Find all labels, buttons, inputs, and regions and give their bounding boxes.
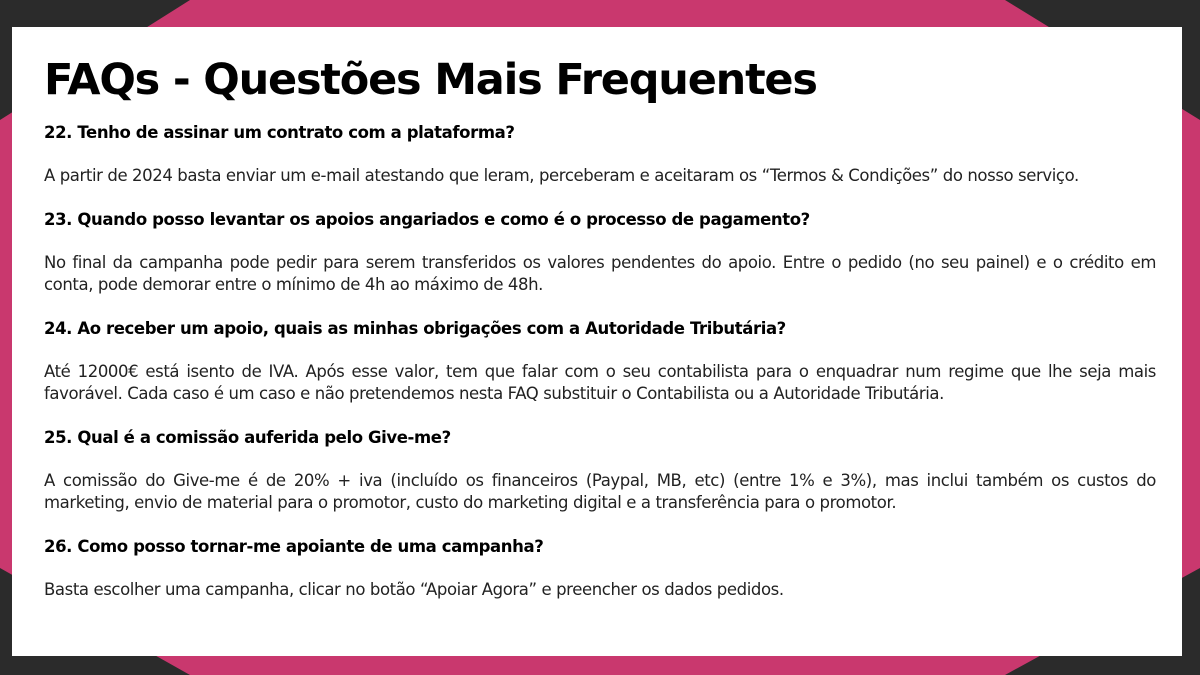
faq-card [12, 27, 1182, 656]
faq-answer: A partir de 2024 basta enviar um e-mail atestando que leram, perceberam e aceitaram os “Termos & Condições” do nosso serviço. [44, 166, 1079, 185]
faq-answer: Basta escolher uma campanha, clicar no botão “Apoiar Agora” e preencher os dados pedidos. [44, 580, 784, 599]
faq-question: 25. Qual é a comissão auferida pelo Give-me? [44, 428, 451, 447]
faq-item [44, 318, 1156, 405]
faq-question: 22. Tenho de assinar um contrato com a plataforma? [44, 123, 515, 142]
faq-question: 26. Como posso tornar-me apoiante de uma campanha? [44, 537, 544, 556]
faq-item [44, 536, 1156, 601]
faq-answer: A comissão do Give-me é de 20% + iva (incluído os financeiros (Paypal, MB, etc) (entre 1% e 3%), mas inclui também os custos do marketing, envio de material para o promotor, custo do marketing digital e a transferência para o promotor. [44, 471, 1156, 512]
faq-question: 24. Ao receber um apoio, quais as minhas obrigações com a Autoridade Tributária? [44, 319, 786, 338]
faq-question: 23. Quando posso levantar os apoios angariados e como é o processo de pagamento? [44, 210, 810, 229]
faq-item [44, 122, 1156, 187]
faq-item [44, 209, 1156, 296]
faq-answer: No final da campanha pode pedir para serem transferidos os valores pendentes do apoio. Entre o pedido (no seu painel) e o crédito em conta, pode demorar entre o mínimo de 4h ao máximo de 48h. [44, 253, 1156, 294]
faq-list [44, 122, 1156, 623]
page-title: FAQs - Questões Mais Frequentes [44, 55, 817, 105]
faq-item [44, 427, 1156, 514]
faq-answer: Até 12000€ está isento de IVA. Após esse valor, tem que falar com o seu contabilista para o enquadrar num regime que lhe seja mais favorável. Cada caso é um caso e não pretendemos nesta FAQ substituir o Contabilista ou a Autoridade Tributária. [44, 362, 1156, 403]
